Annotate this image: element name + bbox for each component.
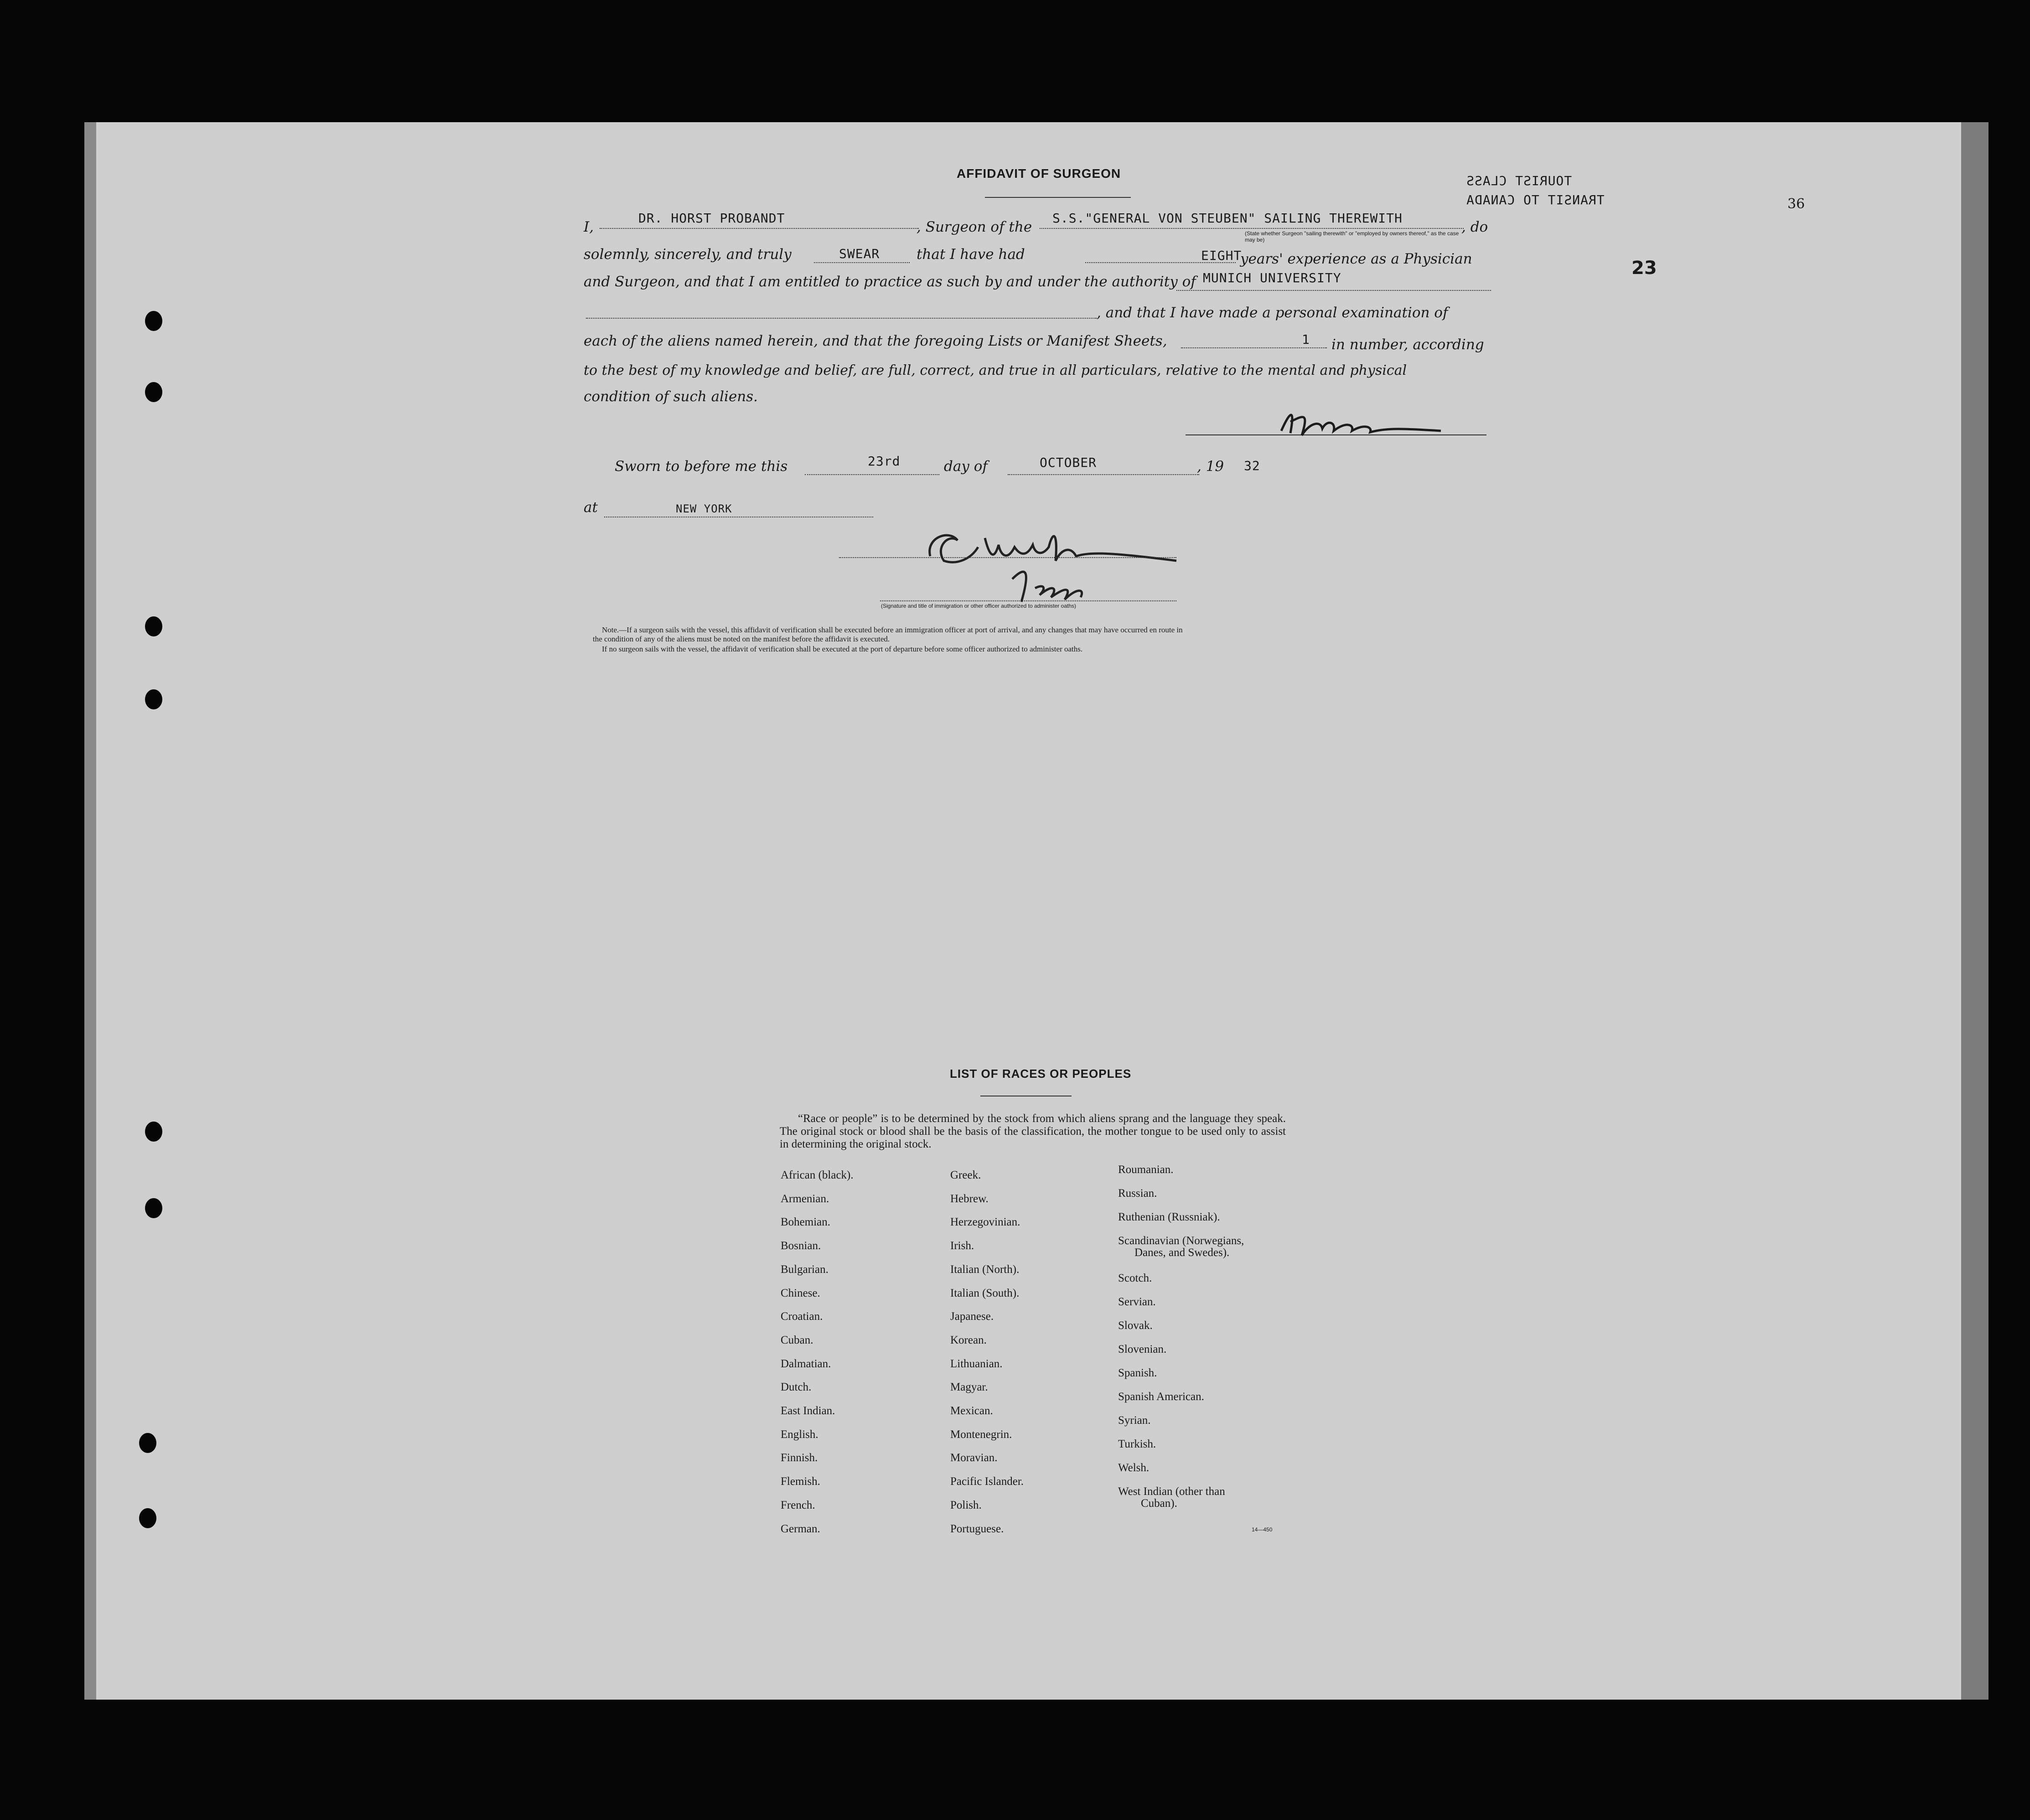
officer-title-line bbox=[880, 600, 1176, 601]
label-solemnly: solemnly, sincerely, and truly bbox=[584, 246, 792, 263]
race-item: Bosnian. bbox=[781, 1240, 821, 1252]
races-column-2 bbox=[950, 1163, 1024, 1541]
sworn-month: OCTOBER bbox=[1040, 455, 1097, 470]
sheets-line bbox=[1181, 347, 1327, 348]
race-item: Danes, and Swedes). bbox=[1134, 1246, 1230, 1259]
race-item: Russian. bbox=[1118, 1187, 1157, 1200]
race-item: Bulgarian. bbox=[781, 1263, 829, 1276]
label-surgeon-of: , Surgeon of the bbox=[917, 219, 1032, 235]
race-item: Slovak. bbox=[1118, 1319, 1153, 1332]
binder-hole bbox=[139, 1508, 156, 1528]
race-item: Croatian. bbox=[781, 1310, 823, 1323]
class-stamp bbox=[1466, 171, 1605, 210]
race-item: Dutch. bbox=[781, 1381, 812, 1394]
race-item: Herzegovinian. bbox=[950, 1216, 1020, 1229]
label-and-surgeon: and Surgeon, and that I am entitled to practice as such by and under the authority of bbox=[584, 274, 1196, 290]
years-line bbox=[1085, 262, 1236, 263]
label-i: I, bbox=[584, 219, 594, 235]
races-title: LIST OF RACES OR PEOPLES bbox=[950, 1067, 1132, 1081]
binder-hole bbox=[145, 1122, 162, 1142]
race-item: West Indian (other than bbox=[1118, 1485, 1225, 1498]
note-line-2: the condition of any of the aliens must be noted on the manifest before the affidavit is executed. bbox=[593, 635, 890, 643]
label-sworn: Sworn to before me this bbox=[615, 458, 788, 475]
sworn-year: 32 bbox=[1244, 458, 1260, 473]
races-intro: “Race or people” is to be determined by the stock from which aliens sprang and the language they speak. The original stock or blood shall be the basis of the classification, the mother tongue to be used only to assist in determining the original stock. bbox=[780, 1112, 1286, 1150]
race-item: Cuban). bbox=[1141, 1497, 1177, 1510]
binder-hole bbox=[139, 1433, 156, 1453]
binder-hole bbox=[145, 382, 162, 402]
race-item: Spanish American. bbox=[1118, 1391, 1204, 1403]
years-value: EIGHT bbox=[1201, 248, 1242, 263]
race-item: Polish. bbox=[950, 1499, 982, 1511]
race-item: African (black). bbox=[781, 1169, 854, 1181]
page-number: 23 bbox=[1631, 258, 1657, 279]
race-item: Japanese. bbox=[950, 1310, 994, 1323]
race-item: Bohemian. bbox=[781, 1216, 831, 1229]
race-item: Syrian. bbox=[1118, 1414, 1151, 1427]
race-item: Spanish. bbox=[1118, 1367, 1157, 1379]
race-item: Italian (North). bbox=[950, 1263, 1020, 1276]
label-personal-exam: , and that I have made a personal examination of bbox=[1097, 305, 1448, 321]
race-item: Scotch. bbox=[1118, 1272, 1152, 1284]
note-line-1: Note.—If a surgeon sails with the vessel, this affidavit of verification shall be executed before an immigration officer at port of arrival, and any changes that may have occurred en route in bbox=[602, 626, 1183, 634]
race-item: Dalmatian. bbox=[781, 1357, 831, 1370]
race-item: Servian. bbox=[1118, 1296, 1156, 1308]
binder-hole bbox=[145, 311, 162, 331]
page-right-edge bbox=[1961, 122, 1989, 1700]
affidavit-title: AFFIDAVIT OF SURGEON bbox=[957, 166, 1121, 181]
race-item: Moravian. bbox=[950, 1452, 998, 1464]
oath-word: SWEAR bbox=[839, 246, 880, 261]
surgeon-name-line bbox=[600, 228, 919, 229]
race-item: Welsh. bbox=[1118, 1462, 1150, 1474]
stamp-line-1: TOURIST CLASS bbox=[1466, 173, 1572, 188]
authority-continued-line bbox=[586, 318, 1097, 319]
surgeon-name: DR. HORST PROBANDT bbox=[638, 211, 785, 226]
race-item: German. bbox=[781, 1522, 820, 1535]
label-to-best: to the best of my knowledge and belief, are full, correct, and true in all particulars, relative to the mental and physical bbox=[584, 362, 1407, 378]
oath-line bbox=[814, 262, 910, 263]
race-item: Chinese. bbox=[781, 1287, 820, 1299]
sworn-day-line bbox=[805, 474, 939, 475]
race-item: Greek. bbox=[950, 1169, 981, 1181]
race-item: Flemish. bbox=[781, 1475, 820, 1488]
stamp-line-2: TRANSIT TO CANADA bbox=[1466, 192, 1605, 207]
vessel-name: S.S."GENERAL VON STEUBEN" SAILING THEREWITH bbox=[1052, 211, 1403, 226]
race-item: Cuban. bbox=[781, 1334, 813, 1346]
binder-hole bbox=[145, 1198, 162, 1218]
place-value: NEW YORK bbox=[676, 502, 732, 515]
vessel-line bbox=[1040, 228, 1464, 229]
officer-signature-line bbox=[839, 557, 1176, 558]
note-line-3: If no surgeon sails with the vessel, the affidavit of verification shall be executed at the port of departure before some officer authorized to administer oaths. bbox=[602, 645, 1083, 653]
race-item: Korean. bbox=[950, 1334, 987, 1346]
race-item: Armenian. bbox=[781, 1192, 829, 1205]
officer-signature bbox=[921, 520, 1195, 606]
race-item: Roumanian. bbox=[1118, 1163, 1174, 1176]
label-do: , do bbox=[1461, 219, 1488, 235]
sworn-day: 23rd bbox=[868, 454, 901, 469]
races-column-1 bbox=[781, 1163, 854, 1541]
race-item: East Indian. bbox=[781, 1405, 835, 1417]
surgeon-signature bbox=[1277, 406, 1450, 442]
label-in-number: in number, according bbox=[1331, 336, 1484, 353]
form-number: 14—450 bbox=[1252, 1526, 1273, 1533]
authority-value: MUNICH UNIVERSITY bbox=[1203, 270, 1341, 285]
race-item: Finnish. bbox=[781, 1452, 818, 1464]
vessel-note: (State whether Surgeon "sailing therewith" or "employed by owners thereof," as the case may be) bbox=[1245, 230, 1459, 243]
label-each-alien: each of the aliens named herein, and that the foregoing Lists or Manifest Sheets, bbox=[584, 333, 1167, 349]
race-item: Hebrew. bbox=[950, 1192, 989, 1205]
race-item: Slovenian. bbox=[1118, 1343, 1167, 1355]
race-item: Lithuanian. bbox=[950, 1357, 1003, 1370]
race-item: Ruthenian (Russniak). bbox=[1118, 1211, 1220, 1223]
binder-hole bbox=[145, 689, 162, 709]
race-item: Scandinavian (Norwegians, bbox=[1118, 1235, 1244, 1247]
title-underline bbox=[985, 197, 1131, 198]
race-item: Turkish. bbox=[1118, 1438, 1156, 1450]
label-at: at bbox=[584, 499, 598, 516]
race-item: Italian (South). bbox=[950, 1287, 1020, 1299]
race-item: French. bbox=[781, 1499, 815, 1511]
corner-mark: 36 bbox=[1787, 196, 1805, 212]
label-day-of: day of bbox=[944, 458, 988, 475]
race-item: Magyar. bbox=[950, 1381, 988, 1394]
authority-line bbox=[1176, 290, 1491, 291]
race-item: Mexican. bbox=[950, 1405, 993, 1417]
label-19: , 19 bbox=[1197, 458, 1224, 475]
race-item: Portuguese. bbox=[950, 1522, 1004, 1535]
sheets-value: 1 bbox=[1302, 332, 1310, 347]
binder-hole bbox=[145, 616, 162, 636]
label-that-had: that I have had bbox=[917, 246, 1025, 263]
officer-caption: (Signature and title of immigration or other officer authorized to administer oaths) bbox=[881, 603, 1076, 609]
race-item: Pacific Islander. bbox=[950, 1475, 1024, 1488]
race-item: Montenegrin. bbox=[950, 1428, 1012, 1441]
label-condition: condition of such aliens. bbox=[584, 388, 758, 405]
sworn-month-line bbox=[1008, 474, 1199, 475]
race-item: English. bbox=[781, 1428, 818, 1441]
label-years-exp: years' experience as a Physician bbox=[1240, 251, 1472, 267]
race-item: Irish. bbox=[950, 1240, 974, 1252]
